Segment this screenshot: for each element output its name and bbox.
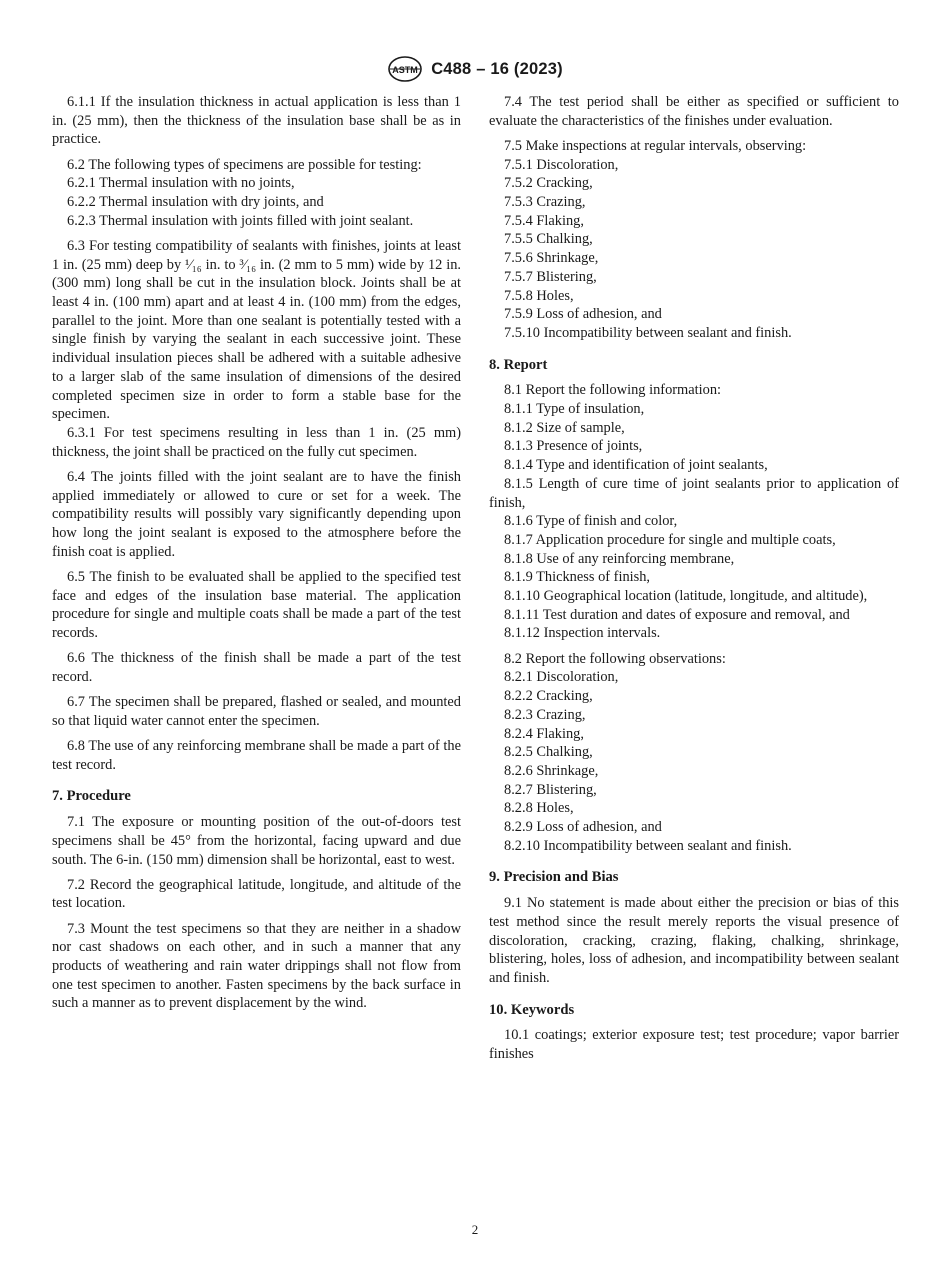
para-7-5: 7.5 Make inspections at regular intervals, observing: bbox=[504, 137, 807, 154]
list-item: 8.1.8 Use of any reinforcing membrane, bbox=[504, 550, 735, 567]
para-8-1: 8.1 Report the following information: bbox=[504, 382, 722, 399]
list-item: 8.1.10 Geographical location (latitude, longitude, and altitude), bbox=[504, 588, 868, 605]
list-item: 8.1.5 Length of cure time of joint sealants prior to application of finish, bbox=[489, 475, 899, 511]
list-item: 7.5.7 Blistering, bbox=[504, 268, 597, 285]
list-item: 6.2.1 Thermal insulation with no joints, bbox=[67, 175, 295, 192]
page-number: 2 bbox=[471, 1222, 479, 1237]
list-item: 7.5.10 Incompatibility between sealant and finish. bbox=[504, 324, 792, 341]
list-item: 8.1.1 Type of insulation, bbox=[504, 401, 645, 418]
para-6-2: 6.2 The following types of specimens are possible for testing: bbox=[67, 156, 422, 173]
astm-logo-icon bbox=[387, 56, 423, 82]
para-7-1: 7.1 The exposure or mounting position of the out-of-doors test specimens shall be 45° from the horizontal, facing upward and due south. The 6-in. (150 mm) dimension shall be horizontal, east to west. bbox=[52, 814, 461, 868]
list-item: 8.1.11 Test duration and dates of exposure and removal, and bbox=[504, 606, 850, 623]
section-heading-procedure: 7. Procedure bbox=[52, 788, 131, 805]
list-item: 8.2.4 Flaking, bbox=[504, 725, 584, 742]
para-6-8: 6.8 The use of any reinforcing membrane shall be made a part of the test record. bbox=[52, 738, 461, 773]
list-item: 7.5.9 Loss of adhesion, and bbox=[504, 306, 662, 323]
para-9-1: 9.1 No statement is made about either the precision or bias of this test method since the result merely reports the visual presence of discoloration, cracking, crazing, flaking, chalking, shrinkage, blistering, holes, loss of adhesion, and incompatibility between sealant and finish. bbox=[489, 895, 899, 986]
list-item: 8.1.4 Type and identification of joint sealants, bbox=[504, 457, 768, 474]
para-6-1-1: 6.1.1 If the insulation thickness in actual application is less than 1 in. (25 mm), then the thickness of the insulation base shall be as in practice. bbox=[52, 94, 461, 148]
list-item: 7.5.6 Shrinkage, bbox=[504, 250, 599, 267]
left-column bbox=[52, 93, 461, 1020]
list-item: 7.5.2 Cracking, bbox=[504, 175, 593, 192]
list-item: 6.2.2 Thermal insulation with dry joints, and bbox=[67, 194, 324, 211]
para-6-7: 6.7 The specimen shall be prepared, flashed or sealed, and mounted so that liquid water cannot enter the specimen. bbox=[52, 694, 461, 729]
list-item: 8.2.3 Crazing, bbox=[504, 706, 586, 723]
list-item: 6.2.3 Thermal insulation with joints filled with joint sealant. bbox=[67, 212, 414, 229]
svg-text:ASTM: ASTM bbox=[392, 65, 418, 75]
list-item: 8.2.5 Chalking, bbox=[504, 744, 593, 761]
list-item: 8.2.1 Discoloration, bbox=[504, 669, 619, 686]
para-6-3: 6.3 For testing compatibility of sealants with finishes, joints at least 1 in. (25 mm) deep by ¹⁄₁₆ in. to ³⁄₁₆ in. (2 mm to 5 mm) wide by 12 in. (300 mm) long shall be cut in the insulation block. Joints shall be at least 4 in. (100 mm) apart and at least 4 in. (100 mm) from the edges, parallel to the joint. More than one sealant is potentially tested with a single finish by varying the sealant in each successive joint. These individual insulation pieces shall be adhered with a suitable adhesive to a larger slab of the same insulation of dimensions of the desired completed specimen size in order to form a stable base for the specimen. bbox=[52, 237, 461, 423]
section-heading-keywords: 10. Keywords bbox=[489, 1001, 575, 1018]
para-6-5: 6.5 The finish to be evaluated shall be applied to the specified test face and edges of the insulation base material. The application procedure for single and multiple coats shall be made a part of the test records. bbox=[52, 568, 461, 641]
list-item: 7.5.1 Discoloration, bbox=[504, 156, 619, 173]
para-8-2: 8.2 Report the following observations: bbox=[504, 650, 726, 667]
para-6-4: 6.4 The joints filled with the joint sealant are to have the finish applied immediately or allowed to cure or set for a week. The compatibility results will possibly vary significantly depending upon how long the joint sealant is exposed to the atmosphere before the finish coat is applied. bbox=[52, 468, 461, 560]
list-item: 8.1.7 Application procedure for single and multiple coats, bbox=[504, 531, 836, 548]
list-item: 8.2.9 Loss of adhesion, and bbox=[504, 819, 662, 836]
right-column bbox=[489, 93, 899, 1070]
list-item: 8.2.6 Shrinkage, bbox=[504, 762, 599, 779]
para-10-1: 10.1 coatings; exterior exposure test; test procedure; vapor barrier finishes bbox=[489, 1027, 899, 1063]
list-item: 8.2.8 Holes, bbox=[504, 800, 574, 817]
list-item: 8.1.12 Inspection intervals. bbox=[504, 625, 661, 642]
list-item: 7.5.8 Holes, bbox=[504, 287, 574, 304]
para-7-4: 7.4 The test period shall be either as specified or sufficient to evaluate the characteristics of the finishes under evaluation. bbox=[489, 94, 899, 129]
list-item: 8.1.9 Thickness of finish, bbox=[504, 569, 651, 586]
standard-designation: C488 – 16 (2023) bbox=[431, 59, 563, 78]
section-heading-report: 8. Report bbox=[489, 356, 548, 373]
list-item: 7.5.4 Flaking, bbox=[504, 212, 584, 229]
para-7-3: 7.3 Mount the test specimens so that they are neither in a shadow nor cast shadows on each other, and in such a manner that any products of weathering and rain water drippings shall not flow from one test specimen to another. Fasten specimens by the back surface in such a manner as to prevent displacement by the wind. bbox=[52, 920, 461, 1012]
para-7-2: 7.2 Record the geographical latitude, longitude, and altitude of the test location. bbox=[52, 876, 461, 912]
list-item: 8.1.2 Size of sample, bbox=[504, 419, 625, 436]
list-item: 8.1.3 Presence of joints, bbox=[504, 438, 643, 455]
list-item: 7.5.5 Chalking, bbox=[504, 231, 593, 248]
list-item: 8.2.2 Cracking, bbox=[504, 688, 593, 705]
page-header bbox=[0, 56, 950, 82]
list-item: 8.2.10 Incompatibility between sealant and finish. bbox=[504, 837, 792, 854]
section-heading-precision-and-bias: 9. Precision and Bias bbox=[489, 869, 619, 886]
list-item: 7.5.3 Crazing, bbox=[504, 194, 586, 211]
list-item: 8.2.7 Blistering, bbox=[504, 781, 597, 798]
list-item: 8.1.6 Type of finish and color, bbox=[504, 513, 678, 530]
para-6-6: 6.6 The thickness of the finish shall be made a part of the test record. bbox=[52, 650, 461, 685]
para-6-3-1: 6.3.1 For test specimens resulting in less than 1 in. (25 mm) thickness, the joint shall be practiced on the fully cut specimen. bbox=[52, 424, 461, 460]
